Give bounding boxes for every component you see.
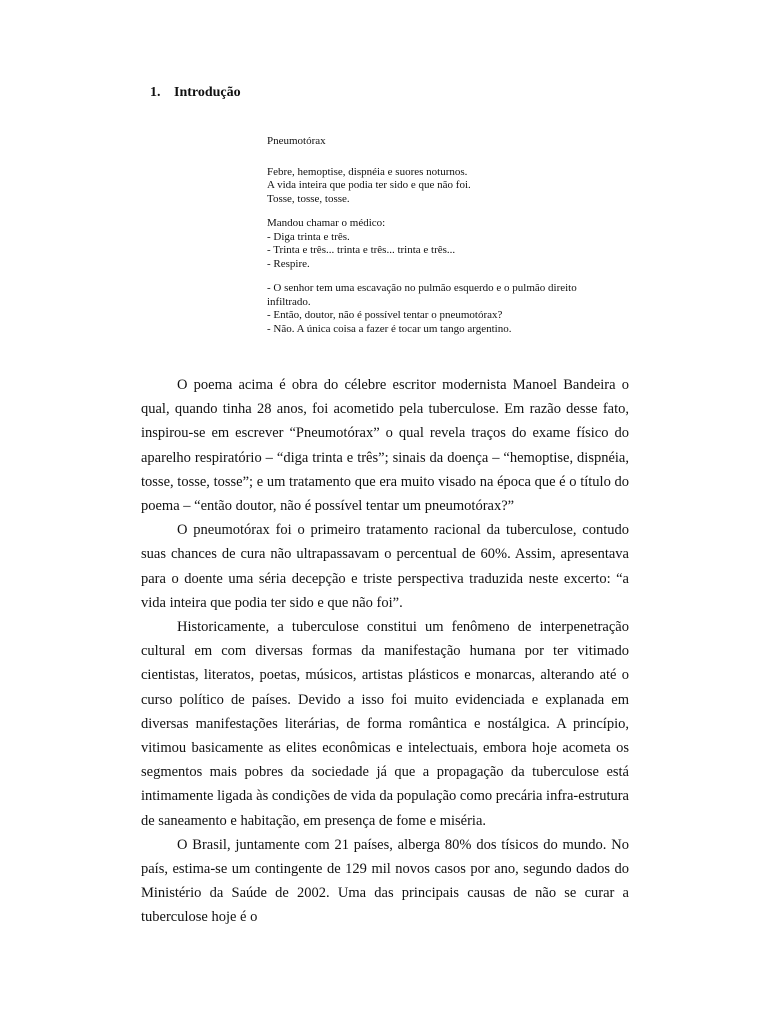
poem-block [267, 135, 627, 347]
poem-line: A vida inteira que podia ter sido e que não foi. [267, 179, 471, 191]
paragraph: O Brasil, juntamente com 21 países, alberga 80% dos tísicos do mundo. No país, estima-se um contingente de 129 mil novos casos por ano, segundo dados do Ministério da Saúde de 2002. Uma das principais causas de não se curar a tuberculose hoje é o [141, 836, 629, 926]
poem-line: Febre, hemoptise, dispnéia e suores noturnos. [267, 165, 468, 178]
poem-stanza-3 [267, 282, 627, 336]
poem-stanza-1 [267, 166, 627, 207]
body-text [141, 373, 629, 930]
paragraph: Historicamente, a tuberculose constitui um fenômeno de interpenetração cultural em com diversas formas da manifestação humana por ter vitimado cientistas, literatos, poetas, músicos, artistas plásticos e monarcas, alterando até o curso político de países. Devido a isso foi muito evidenciada e explanada em diversas manifestações literárias, de forma romântica e nostálgica. A princípio, vitimou basicamente as elites econômicas e intelectuais, embora hoje acometa os segmentos mais pobres da sociedade já que a propagação da tuberculose está intimamente ligada às condições de vida da população como precária infra-estrutura de saneamento e habitação, em presença de fome e miséria. [141, 619, 629, 829]
poem-line: - Então, doutor, não é possível tentar o pneumotórax? [267, 309, 503, 321]
poem-line: - O senhor tem uma escavação no pulmão esquerdo e o pulmão direito infiltrado. [267, 282, 577, 308]
section-heading [150, 84, 241, 102]
paragraph: O poema acima é obra do célebre escritor modernista Manoel Bandeira o qual, quando tinha 28 anos, foi acometido pela tuberculose. Em razão desse fato, inspirou-se em escrever “Pneumotórax” o qual revela traços do exame físico do aparelho respiratório – “diga trinta e três”; sinais da doença – “hemoptise, dispnéia, tosse, tosse, tosse”; e um tratamento que era muito visado na época que é o título do poema – “então doutor, não é possível tentar um pneumotórax?” [141, 377, 629, 515]
section-title: Introdução [174, 85, 241, 100]
poem-line: - Não. A única coisa a fazer é tocar um tango argentino. [267, 322, 512, 335]
poem-line: - Trinta e três... trinta e três... trinta e três... [267, 244, 456, 256]
poem-title: Pneumotórax [267, 135, 326, 147]
poem-line: - Respire. [267, 257, 310, 270]
paragraph: O pneumotórax foi o primeiro tratamento racional da tuberculose, contudo suas chances de cura não ultrapassavam o percentual de 60%. Assim, apresentava para o doente uma séria decepção e triste perspectiva traduzida neste excerto: “a vida inteira que podia ter sido e que não foi”. [141, 522, 629, 611]
poem-stanza-2 [267, 217, 627, 271]
poem-line: - Diga trinta e três. [267, 230, 350, 243]
section-number: 1. [150, 85, 161, 100]
poem-line: Mandou chamar o médico: [267, 217, 386, 229]
poem-line: Tosse, tosse, tosse. [267, 192, 350, 205]
